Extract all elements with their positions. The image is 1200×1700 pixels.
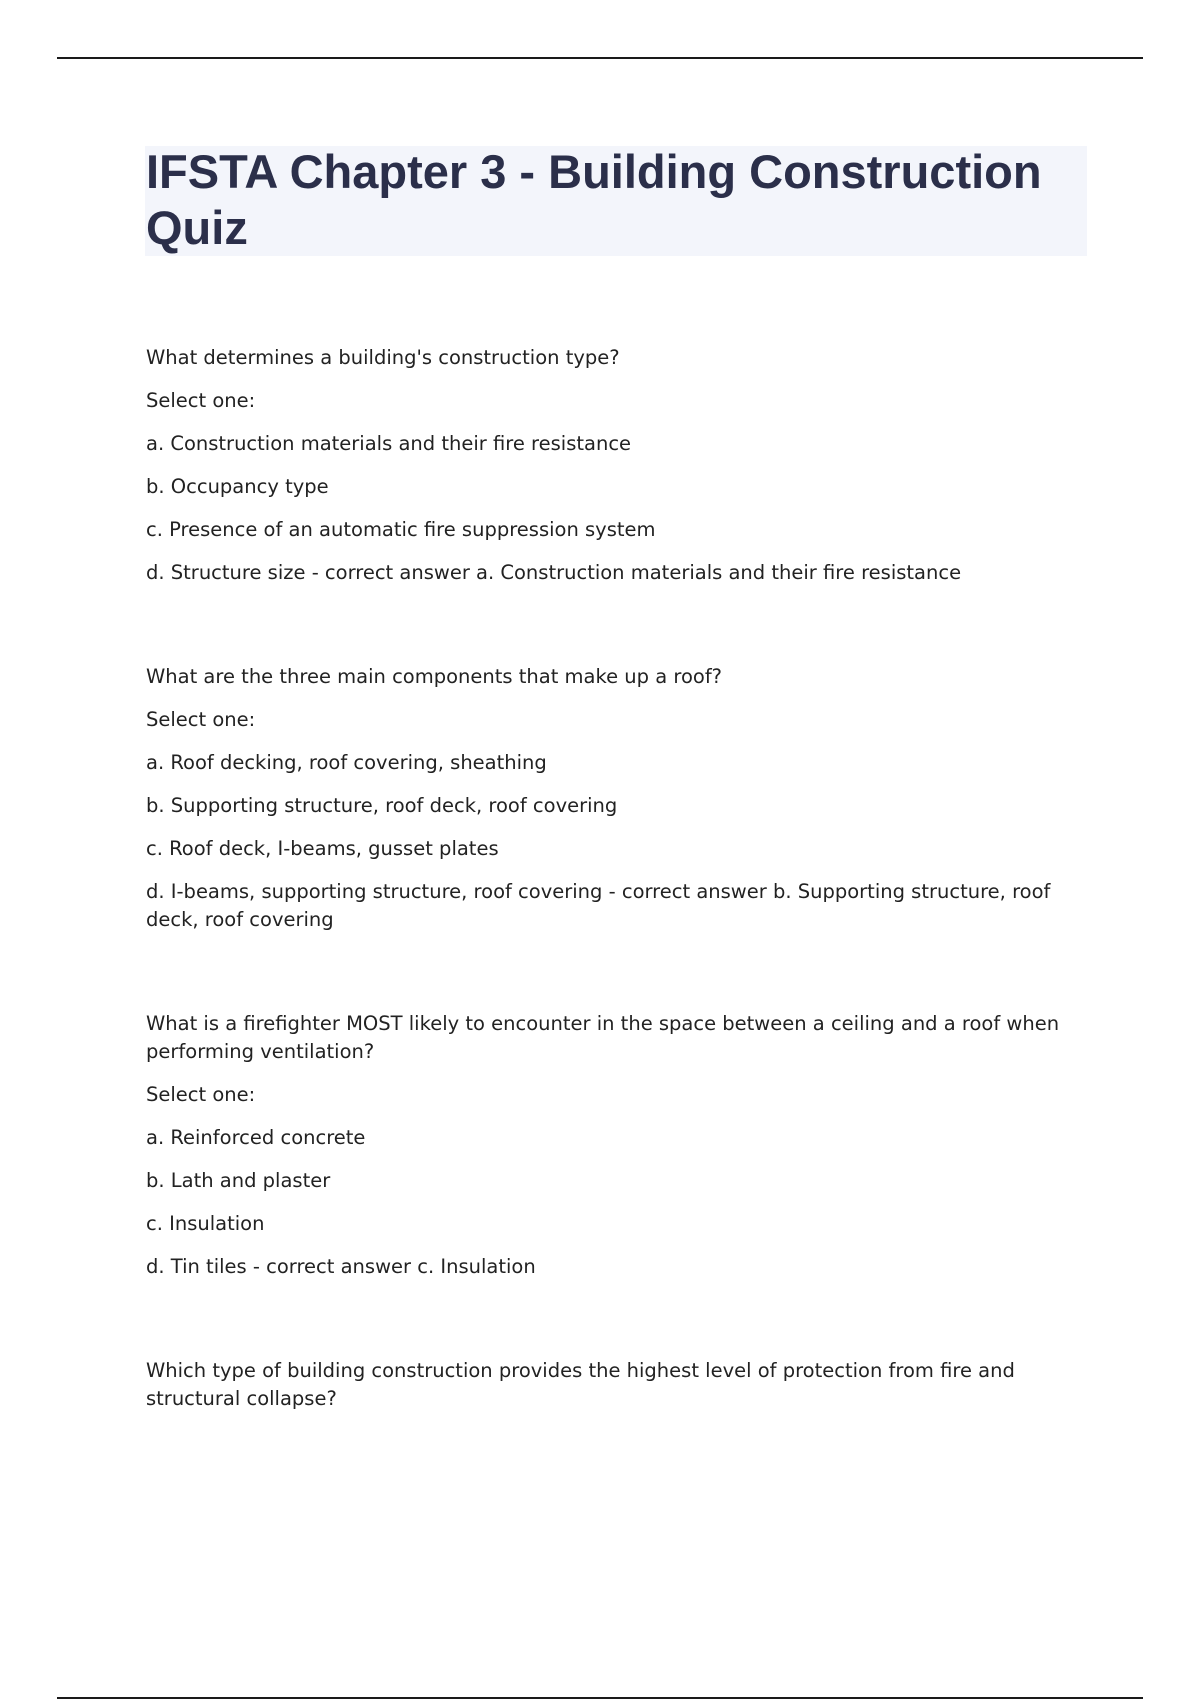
question-1 — [146, 344, 1086, 587]
option-a: a. Roof decking, roof covering, sheathing — [146, 751, 547, 774]
question-3 — [146, 1010, 1086, 1281]
option-a: a. Construction materials and their fire resistance — [146, 432, 632, 455]
option-c: c. Roof deck, I-beams, gusset plates — [146, 837, 499, 860]
bottom-rule — [57, 1697, 1143, 1699]
question-prompt: What determines a building's construction type? — [146, 346, 620, 369]
option-b: b. Supporting structure, roof deck, roof covering — [146, 794, 618, 817]
option-c: c. Insulation — [146, 1212, 265, 1235]
question-instruction: Select one: — [146, 389, 256, 412]
option-b: b. Occupancy type — [146, 475, 329, 498]
question-instruction: Select one: — [146, 708, 256, 731]
option-a: a. Reinforced concrete — [146, 1126, 366, 1149]
option-d-with-answer: d. I-beams, supporting structure, roof covering - correct answer b. Supporting structure, roof deck, roof covering — [146, 880, 1051, 931]
option-d-with-answer: d. Structure size - correct answer a. Construction materials and their fire resistance — [146, 561, 962, 584]
question-2 — [146, 663, 1086, 934]
question-4 — [146, 1357, 1086, 1413]
option-b: b. Lath and plaster — [146, 1169, 331, 1192]
option-c: c. Presence of an automatic fire suppression system — [146, 518, 656, 541]
option-d-with-answer: d. Tin tiles - correct answer c. Insulation — [146, 1255, 536, 1278]
question-list — [146, 344, 1086, 1489]
question-prompt: What are the three main components that make up a roof? — [146, 665, 723, 688]
question-prompt: What is a firefighter MOST likely to encounter in the space between a ceiling and a roof when performing ventilation? — [146, 1012, 1060, 1063]
question-instruction: Select one: — [146, 1083, 256, 1106]
question-prompt: Which type of building construction provides the highest level of protection from fire and structural collapse? — [146, 1359, 1015, 1410]
top-rule — [57, 57, 1143, 59]
page-title: IFSTA Chapter 3 - Building Construction Quiz — [146, 145, 1042, 254]
